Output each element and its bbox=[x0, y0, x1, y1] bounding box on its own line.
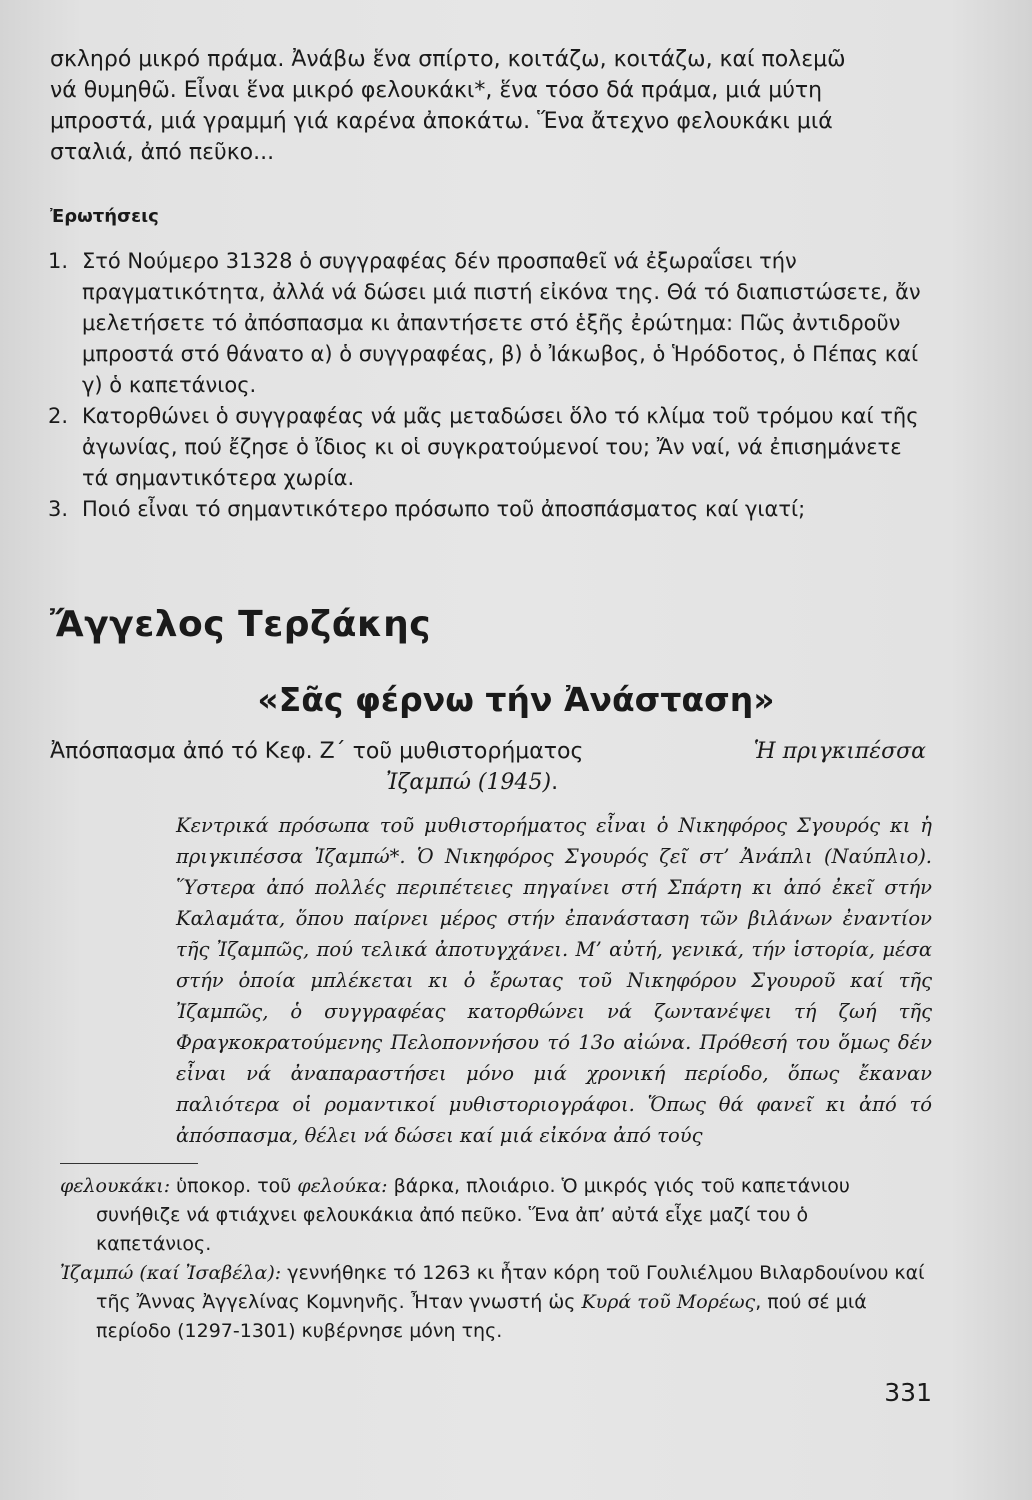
footnote-term: Ἰζαμπώ (καί Ἰσαβέλα): bbox=[60, 1262, 282, 1284]
novel-title-part: Ἰζαμπώ (1945) bbox=[386, 770, 552, 795]
footnote-text: , πού σέ μιά περίοδο (1297-1301) κυβέρνησε μόνη της. bbox=[96, 1291, 867, 1342]
novel-title-part: Ἡ πριγκιπέσσα bbox=[753, 739, 926, 764]
source-prefix: Ἀπόσπασμα ἀπό τό Κεφ. Ζ΄ τοῦ μυθιστορήματος bbox=[50, 739, 584, 764]
footnote-term-inline: φελούκα: bbox=[297, 1175, 388, 1197]
question-item bbox=[48, 494, 924, 525]
intro-line: σταλιά, ἀπό πεῦκο... bbox=[50, 140, 275, 165]
question-text: Κατορθώνει ὁ συγγραφέας νά μᾶς μεταδώσει ὅλο τό κλίμα τοῦ τρόμου καί τῆς ἀγωνίας, πού ἔζησε ὁ ἴδιος κι οἱ συγκρατούμενοί του; Ἄν ναί, νά ἐπισημάνετε τά σημαντικότερα χωρία. bbox=[82, 404, 919, 490]
questions-list bbox=[48, 246, 924, 525]
source-line bbox=[50, 736, 926, 767]
question-number: 2. bbox=[48, 404, 69, 428]
footnote bbox=[60, 1172, 928, 1259]
question-item bbox=[48, 401, 924, 494]
page-number: 331 bbox=[884, 1378, 932, 1407]
question-text: Ποιό εἶναι τό σημαντικότερο πρόσωπο τοῦ ἀποσπάσματος καί γιατί; bbox=[82, 497, 806, 521]
synopsis-paragraph: Κεντρικά πρόσωπα τοῦ μυθιστορήματος εἶναι ὁ Νικηφόρος Σγουρός κι ἡ πριγκιπέσσα Ἰζαμπώ*. Ὁ Νικηφόρος Σγουρός ζεῖ στ’ Ἀνάπλι (Ναύπλιο). Ὕστερα ἀπό πολλές περιπέτειες πηγαίνει στή Σπάρτη κι ἀπό ἐκεῖ στήν Καλαμάτα, ὅπου παίρνει μέρος στήν ἐπανάσταση τῶν βιλάνων ἐναντίον τῆς Ἰζαμπῶς, πού τελικά ἀποτυγχάνει. Μ’ αὐτή, γενικά, τήν ἱστορία, μέσα στήν ὁποία μπλέκεται κι ὁ ἔρωτας τοῦ Νικηφόρου Σγουροῦ καί τῆς Ἰζαμπῶς, ὁ συγγραφέας κατορθώνει νά ζωντανέψει τή ζωή τῆς Φραγκοκρατούμενης Πελοποννήσου τό 13ο αἰώνα. Πρόθεσή του ὅμως δέν εἶναι νά ἀναπαραστήσει μόνο μιά χρονική περίοδο, ὅπως ἔκαναν παλιότερα οἱ ρομαντικοί μυθιστοριογράφοι. Ὅπως θά φανεῖ κι ἀπό τό ἀπόσπασμα, θέλει νά δώσει καί μιά εἰκόνα ἀπό τούς bbox=[176, 814, 932, 1147]
work-title: «Σᾶς φέρνω τήν Ἀνάσταση» bbox=[257, 680, 775, 719]
questions-heading: Ἐρωτήσεις bbox=[50, 206, 159, 227]
footnotes bbox=[60, 1172, 928, 1346]
intro-line: νά θυμηθῶ. Εἶναι ἕνα μικρό φελουκάκι*, ἕνα τόσο δά πράμα, μιά μύτη bbox=[50, 78, 823, 103]
question-text: Στό Νούμερο 31328 ὁ συγγραφέας δέν προσπαθεῖ νά ἐξωραΐσει τήν πραγματικότητα, ἀλλά νά δώσει μιά πιστή εἰκόνα της. Θά τό διαπιστώσετε, ἄν μελετήσετε τό ἀπόσπασμα κι ἀπαντήσετε στό ἑξῆς ἐρώτημα: Πῶς ἀντιδροῦν μπροστά στό θάνατο α) ὁ συγγραφέας, β) ὁ Ἰάκωβος, ὁ Ἡρόδοτος, ὁ Πέπας καί γ) ὁ καπετάνιος. bbox=[82, 249, 921, 397]
question-number: 1. bbox=[48, 249, 69, 273]
footnote-divider bbox=[60, 1163, 198, 1164]
source-line bbox=[50, 767, 926, 798]
source-suffix: . bbox=[551, 770, 559, 795]
footnote-text: γεννήθηκε τό 1263 κι ἦταν κόρη τοῦ Γουλιέλμου Βιλαρδουίνου καί τῆς Ἄννας Ἀγγελίνας Κομνηνῆς. Ἦταν γνωστή ὡς bbox=[96, 1262, 925, 1313]
footnote-term: φελουκάκι: bbox=[60, 1175, 171, 1197]
footnote-term-inline: Κυρά τοῦ Μορέως bbox=[581, 1291, 756, 1313]
footnote-text: ὑποκορ. τοῦ bbox=[170, 1175, 298, 1197]
intro-line: σκληρό μικρό πράμα. Ἀνάβω ἕνα σπίρτο, κοιτάζω, κοιτάζω, καί πολεμῶ bbox=[50, 47, 846, 72]
intro-passage bbox=[50, 44, 922, 168]
footnote bbox=[60, 1259, 928, 1346]
source-note bbox=[50, 736, 926, 798]
question-number: 3. bbox=[48, 497, 69, 521]
intro-line: μπροστά, μιά γραμμή γιά καρένα ἀποκάτω. Ἕνα ἄτεχνο φελουκάκι μιά bbox=[50, 109, 833, 134]
author-name: Ἄγγελος Τερζάκης bbox=[50, 604, 432, 645]
question-item bbox=[48, 246, 924, 401]
footnote-text: βάρκα, πλοιάριο. Ὁ μικρός γιός τοῦ καπετάνιου συνήθιζε νά φτιάχνει φελουκάκια ἀπό πεῦκο. Ἕνα ἀπ’ αὐτά εἶχε μαζί του ὁ καπετάνιος. bbox=[96, 1175, 850, 1255]
